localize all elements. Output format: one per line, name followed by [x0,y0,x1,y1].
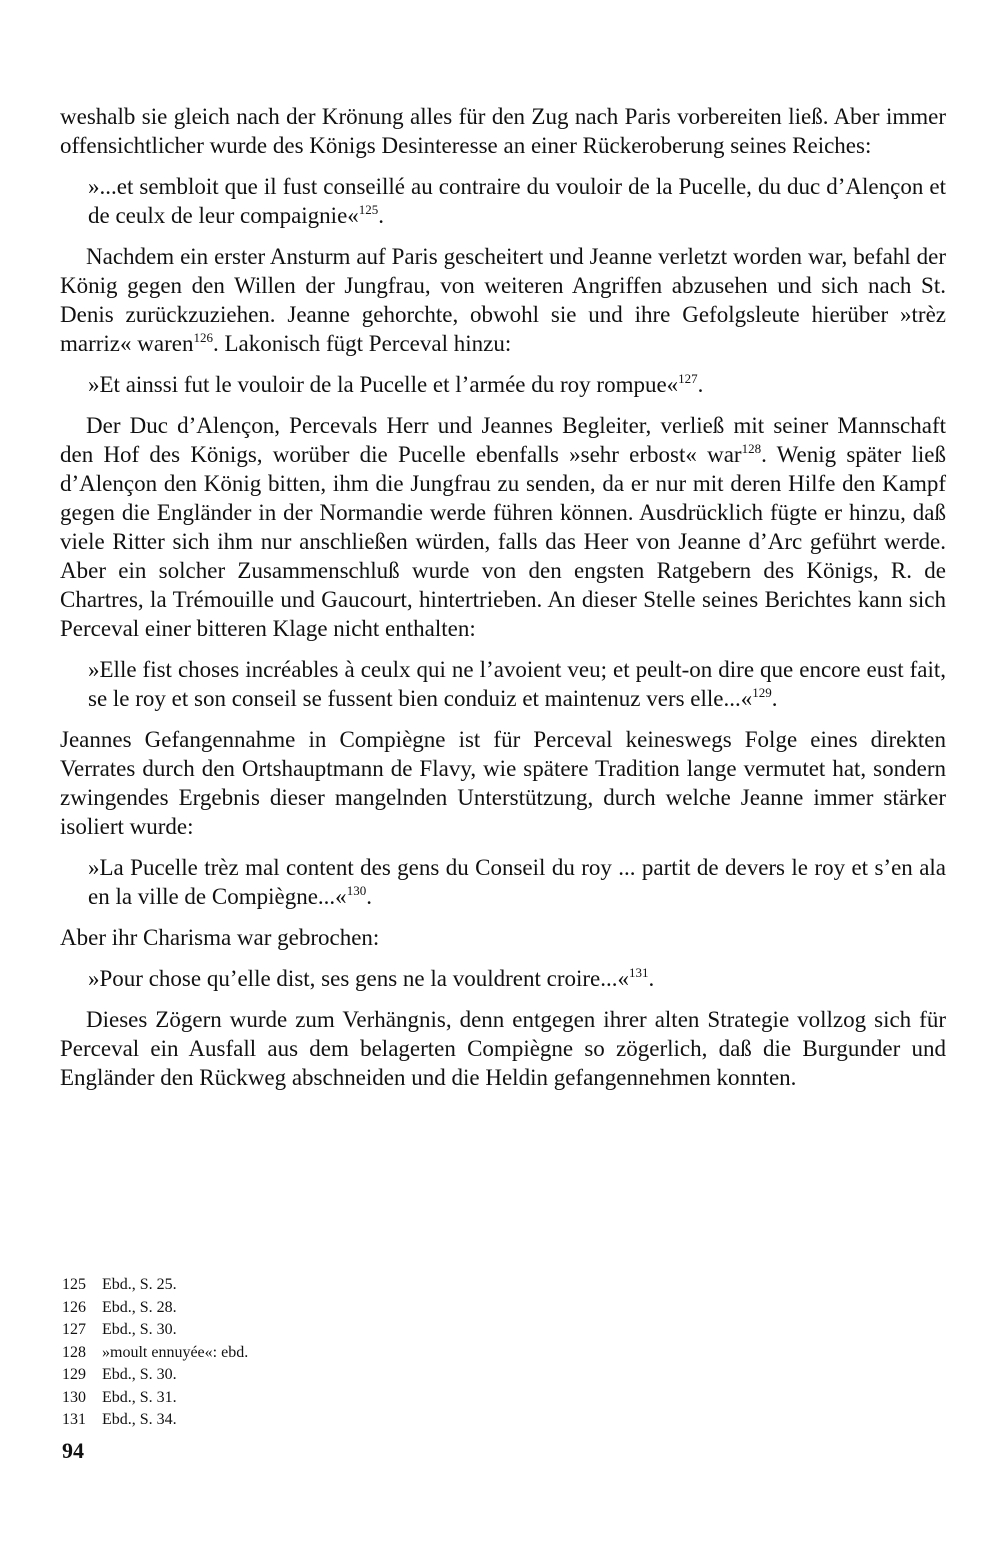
quotation-text-after: . [697,372,704,397]
paragraph-text: Der Duc d’Alençon, Percevals Herr und Jeannes Begleiter, verließ mit seiner Mannschaft den Hof des Königs, worüber die Pucelle ebenfalls »sehr erbost« war [60,413,946,467]
footnote-ref: 129 [752,685,772,700]
footnote [62,1274,662,1297]
footnote-number: 127 [62,1321,86,1338]
footnote-ref: 126 [193,330,213,345]
quotation-text: »Elle fist choses incréables à ceulx qui ne l’avoient veu; et peult-on dire que encore eust fait, se le roy et son conseil se fussent bien conduiz et maintenuz vers elle...« [88,657,946,711]
quotation-text: »La Pucelle trèz mal content des gens du Conseil du roy ... partit de devers le roy et s’en ala en la ville de Compiègne...« [88,855,946,909]
paragraph [60,923,946,952]
footnote [62,1319,662,1342]
footnote [62,1409,662,1432]
paragraph-text: Aber ihr Charisma war gebrochen: [60,925,380,950]
footnote [62,1342,662,1365]
footnote-number: 130 [62,1388,86,1406]
footnote-text: Ebd., S. 30. [102,1321,177,1338]
footnote-ref: 131 [629,965,649,980]
paragraph-text-after: . Lakonisch fügt Perceval hinzu: [212,331,512,356]
quotation-text-after: . [771,686,778,711]
footnote-number: 131 [62,1411,86,1428]
paragraph-text: Jeannes Gefangennahme in Compiègne ist für Perceval keineswegs Folge eines direkten Verrates durch den Ortshauptmann de Flavy, wie spätere Tradition lange vermutet hat, sondern zwingendes Ergebnis dieser mangelnden Unterstützung, durch welche Jeanne immer stärker isoliert wurde: [60,727,946,839]
quotation-text: »Pour chose qu’elle dist, ses gens ne la vouldrent croire...« [88,966,630,991]
footnote-text: Ebd., S. 30. [102,1366,177,1383]
paragraph [60,725,946,841]
quotation [88,853,946,911]
quotation [88,964,946,993]
paragraph [60,102,946,160]
quotation [88,370,946,399]
paragraph-text: Dieses Zögern wurde zum Verhängnis, denn entgegen ihrer alten Strategie vollzog sich für Perceval ein Ausfall aus dem belagerten Compiègne so zögerlich, daß die Burgunder und Engländer den Rückweg abschneiden und die Heldin gefangennehmen konnten. [60,1007,946,1090]
footnote-ref: 125 [358,202,379,217]
page-number: 94 [62,1438,84,1463]
quotation-text: »Et ainssi fut le vouloir de la Pucelle et l’armée du roy rompue« [88,372,679,397]
quotation [88,655,946,713]
footnote-ref: 127 [678,371,698,386]
paragraph-text: weshalb sie gleich nach der Krönung alles für den Zug nach Paris vorbereiten ließ. Aber immer offensichtlicher wurde des Königs Desinteresse an einer Rückeroberung seines Reiches: [60,104,946,158]
footnote-ref: 130 [346,883,367,898]
quotation-text-after: . [648,966,655,991]
quotation-text: »...et sembloit que il fust conseillé au contraire du vouloir de la Pucelle, du duc d’Alençon et de ceulx de leur compaignie« [88,174,946,228]
paragraph [60,242,946,358]
paragraph [60,411,946,643]
paragraph [60,1005,946,1092]
paragraph-text: Nachdem ein erster Ansturm auf Paris gescheitert und Jeanne verletzt worden war, befahl der König gegen den Willen der Jungfrau, von weiteren Angriffen abzusehen und sich nach St. Denis zurückzuziehen. Jeanne gehorchte, obwohl sie und ihre Gefolgsleute hierüber »trèz marriz« waren [60,244,946,356]
footnote-text: Ebd., S. 31. [102,1388,177,1406]
footnote [62,1364,662,1387]
footnote-number: 129 [62,1366,86,1383]
footnote-text: Ebd., S. 25. [102,1276,177,1293]
quotation-text-after: . [366,884,372,909]
footnote [62,1297,662,1320]
body-text [60,102,946,1104]
footnote [62,1387,662,1410]
footnote-number: 128 [62,1343,86,1361]
footnotes [62,1274,662,1432]
footnote-number: 125 [62,1276,86,1293]
footnote-text: Ebd., S. 28. [102,1298,177,1316]
footnote-number: 126 [62,1298,86,1316]
quotation-text-after: . [378,203,385,228]
footnote-text: Ebd., S. 34. [102,1411,177,1428]
paragraph-text-after: . Wenig später ließ d’Alençon den König bitten, ihm die Jungfrau zu senden, da er nur mit deren Hilfe den Kampf gegen die Engländer in der Normandie werde führen können. Ausdrücklich fügte er hinzu, daß viele Ritter sich ihm nur anschließen würden, falls das Heer von Jeanne d’Arc geführt werde. Aber ein solcher Zusammenschluß wurde von den engsten Ratgebern des Königs, R. de Chartres, la Trémouille und Gaucourt, hintertrieben. An dieser Stelle seines Berichtes kann sich Perceval einer bitteren Klage nicht enthalten: [60,442,946,641]
footnote-ref: 128 [741,441,762,456]
quotation [88,172,946,230]
footnote-text: »moult ennuyée«: ebd. [102,1343,249,1361]
